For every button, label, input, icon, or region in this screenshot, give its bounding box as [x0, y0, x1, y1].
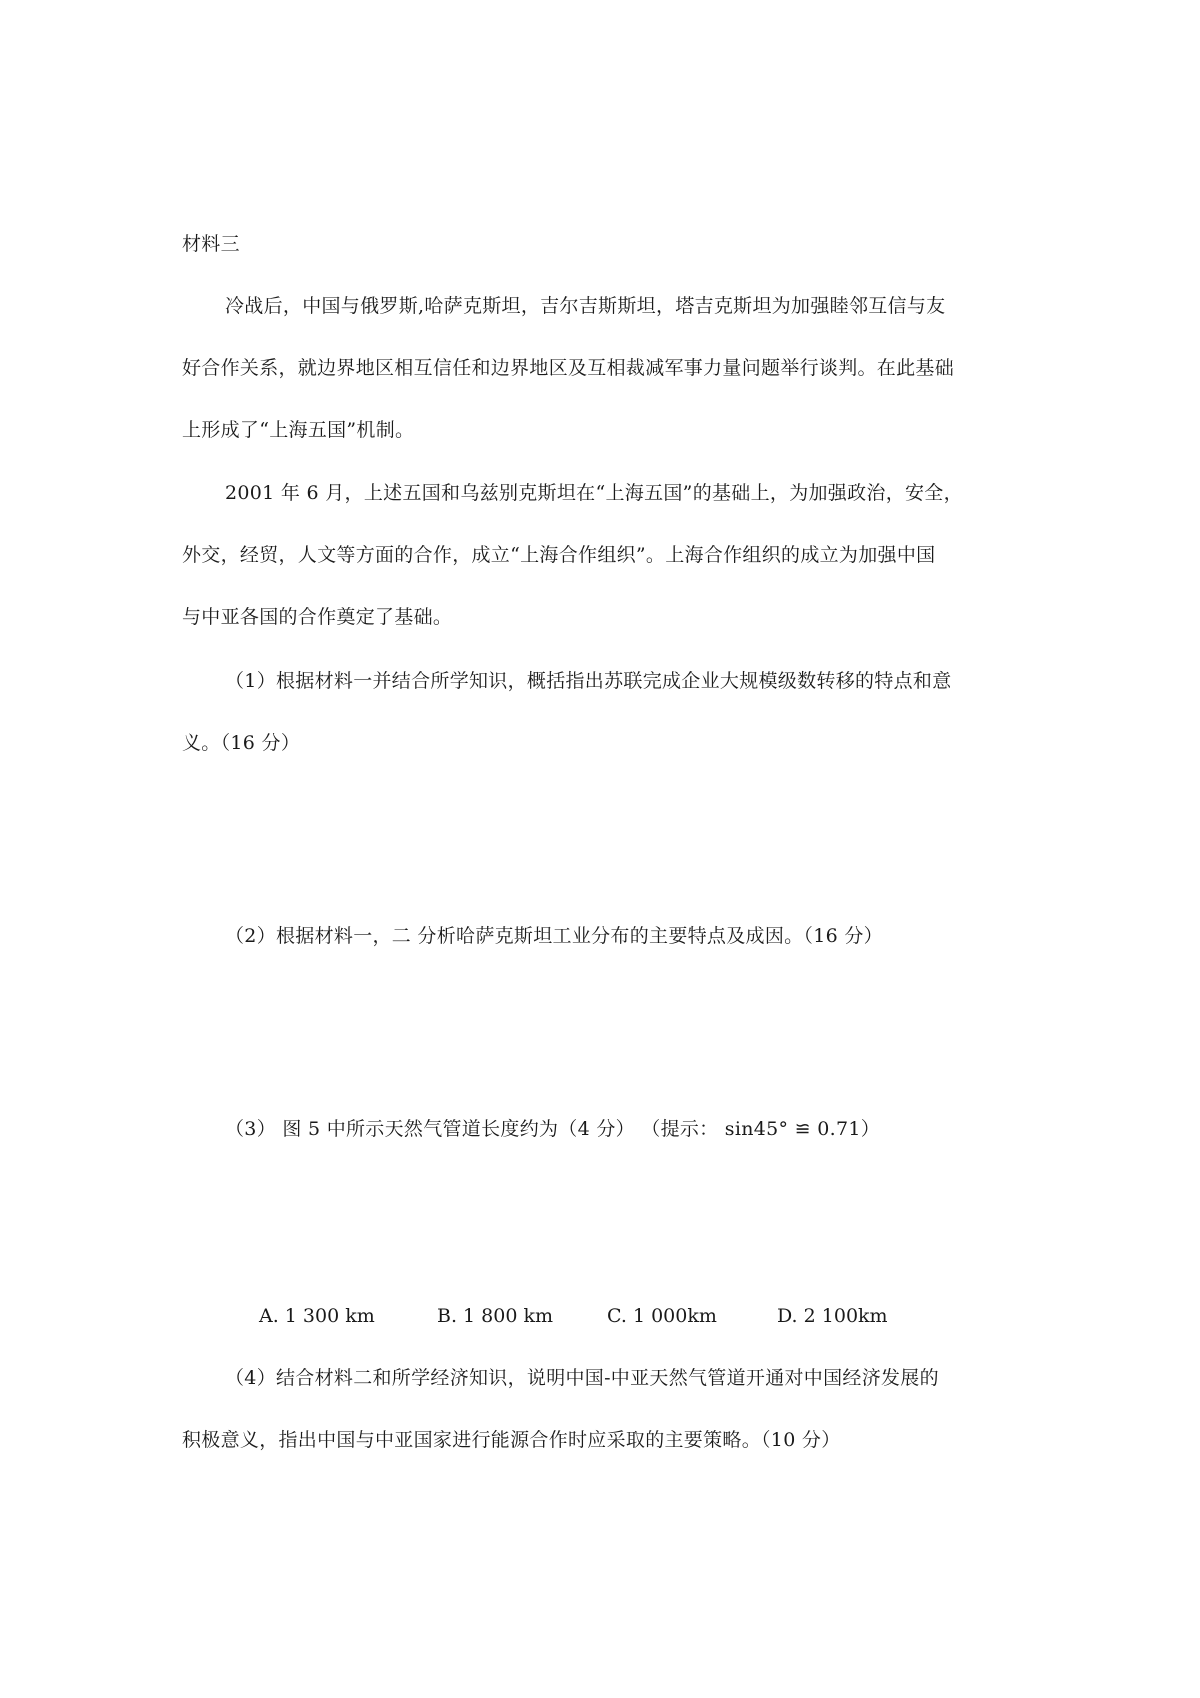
question3: （3） 图 5 中所示天然气管道长度约为（4 分） （提示： sin45° ≌ 0.71） [225, 1118, 881, 1140]
question2: （2）根据材料一，二 分析哈萨克斯坦工业分布的主要特点及成因。（16 分） [225, 925, 883, 947]
option-a: A. 1 300 km [259, 1305, 375, 1327]
question1-line2: 义。（16 分） [182, 732, 301, 754]
option-d: D. 2 100km [777, 1305, 888, 1327]
material3-paragraph1-line3: 上形成了“上海五国”机制。 [182, 419, 415, 441]
material3-paragraph2-line3: 与中亚各国的合作奠定了基础。 [182, 606, 453, 628]
material3-paragraph1-line1: 冷战后，中国与俄罗斯,哈萨克斯坦，吉尔吉斯斯坦，塔吉克斯坦为加强睦邻互信与友 [225, 295, 946, 317]
question1-line1: （1）根据材料一并结合所学知识，概括指出苏联完成企业大规模级数转移的特点和意 [225, 670, 952, 692]
option-b: B. 1 800 km [437, 1305, 554, 1327]
option-c: C. 1 000km [607, 1305, 717, 1327]
material3-paragraph2-line2: 外交，经贸，人文等方面的合作，成立“上海合作组织”。上海合作组织的成立为加强中国 [182, 544, 936, 566]
question4-line2: 积极意义，指出中国与中亚国家进行能源合作时应采取的主要策略。（10 分） [182, 1429, 841, 1451]
material3-heading: 材料三 [182, 233, 240, 255]
material3-paragraph2-line1: 2001 年 6 月，上述五国和乌兹别克斯坦在“上海五国”的基础上，为加强政治，安全， [225, 482, 963, 504]
question4-line1: （4）结合材料二和所学经济知识，说明中国-中亚天然气管道开通对中国经济发展的 [225, 1367, 939, 1389]
material3-paragraph1-line2: 好合作关系，就边界地区相互信任和边界地区及互相裁减军事力量问题举行谈判。在此基础 [182, 357, 955, 379]
